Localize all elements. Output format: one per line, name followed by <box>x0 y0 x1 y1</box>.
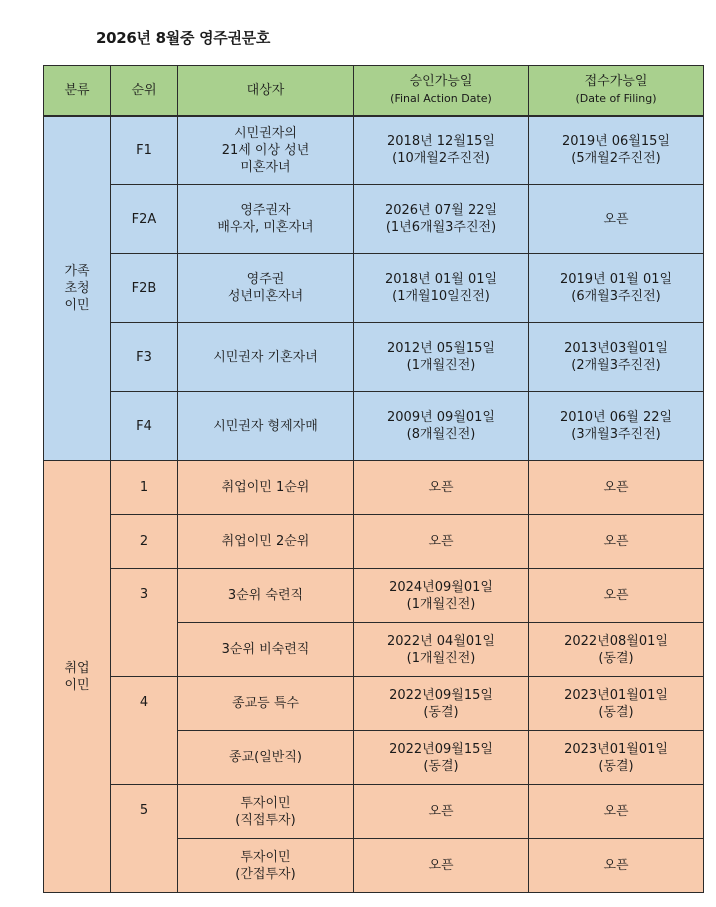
filing-line: 2022년08월01일 <box>564 633 668 649</box>
filing-line: 2023년01월01일 <box>564 741 668 757</box>
final-action-line: (10개월2주진전) <box>392 151 490 167</box>
final-action-line: (1개월진전) <box>406 596 476 612</box>
final-action-cell <box>354 185 529 254</box>
final-action-line: 2024년09월01일 <box>389 579 493 595</box>
table-row <box>44 254 704 323</box>
filing-cell <box>529 731 704 785</box>
target-line: 시민권자 형제자매 <box>213 418 318 434</box>
category-employment-line: 이민 <box>64 677 90 693</box>
table-row <box>44 677 704 731</box>
target-cell <box>178 731 354 785</box>
target-cell <box>178 461 354 515</box>
target-line: 투자이민 <box>240 795 291 811</box>
filing-line: (6개월3주진전) <box>571 289 661 304</box>
final-action-line: 2009년 09월01일 <box>387 410 495 425</box>
filing-cell <box>529 461 704 515</box>
rank-cell: F4 <box>111 392 178 461</box>
table-row <box>44 515 704 569</box>
target-line: 투자이민 <box>240 849 291 865</box>
final-action-line: 2026년 07월 22일 <box>384 203 498 218</box>
filing-cell <box>529 185 704 254</box>
header-filing-en: (Date of Filing) <box>575 92 657 106</box>
final-action-cell <box>354 623 529 677</box>
filing-line: 오픈 <box>603 804 629 819</box>
final-action-cell <box>354 839 529 893</box>
filing-cell <box>529 116 704 185</box>
filing-line: 오픈 <box>603 480 629 495</box>
category-family <box>44 116 111 461</box>
category-family-line: 초청 <box>64 280 90 296</box>
filing-line: (2개월3주진전) <box>571 358 661 373</box>
target-line: 3순위 숙련직 <box>227 588 304 603</box>
final-action-line: (1개월진전) <box>406 650 476 666</box>
filing-line: 오픈 <box>603 534 629 549</box>
table-row <box>44 785 704 839</box>
category-employment <box>44 461 111 893</box>
final-action-line: (동결) <box>423 758 459 774</box>
target-cell <box>178 116 354 185</box>
final-action-cell <box>354 677 529 731</box>
final-action-cell <box>354 461 529 515</box>
filing-cell <box>529 839 704 893</box>
filing-line: (동결) <box>598 758 634 774</box>
target-line: 미혼자녀 <box>240 159 291 175</box>
final-action-line: (1년6개월3주진전) <box>385 220 497 235</box>
header-rank: 순위 <box>111 66 178 116</box>
category-family-line: 가족 <box>64 263 90 279</box>
rank-cell: 4 <box>111 677 178 785</box>
target-cell <box>178 677 354 731</box>
rank-cell: 1 <box>111 461 178 515</box>
filing-line: 2019년 06월15일 <box>562 134 670 150</box>
target-cell <box>178 185 354 254</box>
header-final-action <box>354 66 529 116</box>
final-action-line: 2022년09월15일 <box>389 741 493 757</box>
table-row <box>44 461 704 515</box>
rank-cell: F2B <box>111 254 178 323</box>
final-action-line: 오픈 <box>428 804 454 819</box>
filing-line: 2023년01월01일 <box>564 687 668 703</box>
filing-cell <box>529 515 704 569</box>
target-line: 영주권자 <box>240 203 291 218</box>
final-action-cell <box>354 116 529 185</box>
filing-line: 오픈 <box>603 588 629 603</box>
filing-cell <box>529 785 704 839</box>
final-action-line: 2018년 12월15일 <box>387 134 495 150</box>
target-cell <box>178 785 354 839</box>
target-line: 시민권자의 <box>234 125 297 141</box>
final-action-line: (동결) <box>423 704 459 720</box>
table-row <box>44 185 704 254</box>
final-action-cell <box>354 515 529 569</box>
filing-line: (동결) <box>598 650 634 666</box>
rank-cell: F1 <box>111 116 178 185</box>
target-cell <box>178 515 354 569</box>
filing-cell <box>529 254 704 323</box>
filing-line: 2010년 06월 22일 <box>559 410 673 425</box>
filing-line: 2019년 01월 01일 <box>559 272 673 287</box>
table-row <box>44 392 704 461</box>
target-line: 21세 이상 성년 <box>221 142 310 158</box>
final-action-line: 오픈 <box>428 534 454 549</box>
final-action-cell <box>354 323 529 392</box>
final-action-line: 2018년 01월 01일 <box>384 272 498 287</box>
final-action-line: (1개월진전) <box>406 358 476 373</box>
category-family-line: 이민 <box>64 297 90 313</box>
final-action-cell <box>354 254 529 323</box>
filing-line: 오픈 <box>603 858 629 873</box>
header-row <box>44 66 704 116</box>
final-action-line: (1개월10일진전) <box>392 289 490 304</box>
header-filing-ko: 접수가능일 <box>584 74 648 90</box>
target-line: 종교등 특수 <box>232 696 299 711</box>
filing-cell <box>529 392 704 461</box>
final-action-line: 오픈 <box>428 480 454 495</box>
final-action-line: 2022년 04월01일 <box>387 633 495 649</box>
visa-bulletin-table <box>43 65 704 893</box>
target-line: (직접투자) <box>235 812 296 828</box>
category-employment-line: 취업 <box>64 660 90 676</box>
header-final-action-en: (Final Action Date) <box>390 92 492 106</box>
target-cell <box>178 569 354 623</box>
final-action-cell <box>354 731 529 785</box>
target-cell <box>178 323 354 392</box>
filing-line: (5개월2주진전) <box>571 151 661 167</box>
target-line: 3순위 비숙련직 <box>221 642 310 657</box>
target-line: (간접투자) <box>235 866 296 882</box>
table-row <box>44 116 704 185</box>
target-cell <box>178 254 354 323</box>
filing-line: (3개월3주진전) <box>571 427 661 442</box>
filing-line: (동결) <box>598 704 634 720</box>
table-row <box>44 569 704 623</box>
target-cell <box>178 839 354 893</box>
target-line: 영주권 <box>246 272 285 287</box>
final-action-line: 오픈 <box>428 858 454 873</box>
page-title: 2026년 8월중 영주권문호 <box>96 29 271 47</box>
header-category: 분류 <box>44 66 111 116</box>
target-line: 시민권자 기혼자녀 <box>213 349 318 365</box>
filing-cell <box>529 623 704 677</box>
final-action-line: 2022년09월15일 <box>389 687 493 703</box>
rank-cell: 2 <box>111 515 178 569</box>
final-action-cell <box>354 785 529 839</box>
filing-line: 오픈 <box>603 211 629 227</box>
final-action-cell <box>354 569 529 623</box>
filing-cell <box>529 323 704 392</box>
target-cell <box>178 392 354 461</box>
final-action-line: 2012년 05월15일 <box>387 341 495 356</box>
rank-cell: F2A <box>111 185 178 254</box>
target-line: 종교(일반직) <box>229 750 302 765</box>
final-action-cell <box>354 392 529 461</box>
filing-line: 2013년03월01일 <box>564 341 668 356</box>
target-cell <box>178 623 354 677</box>
filing-cell <box>529 569 704 623</box>
target-line: 취업이민 2순위 <box>221 534 310 549</box>
header-target: 대상자 <box>178 66 354 116</box>
rank-cell: 3 <box>111 569 178 677</box>
target-line: 취업이민 1순위 <box>221 480 310 495</box>
final-action-line: (8개월진전) <box>406 427 476 442</box>
filing-cell <box>529 677 704 731</box>
rank-cell: 5 <box>111 785 178 893</box>
header-final-action-ko: 승인가능일 <box>409 74 473 90</box>
target-line: 배우자, 미혼자녀 <box>217 220 314 235</box>
header-filing <box>529 66 704 116</box>
target-line: 성년미혼자녀 <box>227 289 304 304</box>
table-row <box>44 323 704 392</box>
rank-cell: F3 <box>111 323 178 392</box>
